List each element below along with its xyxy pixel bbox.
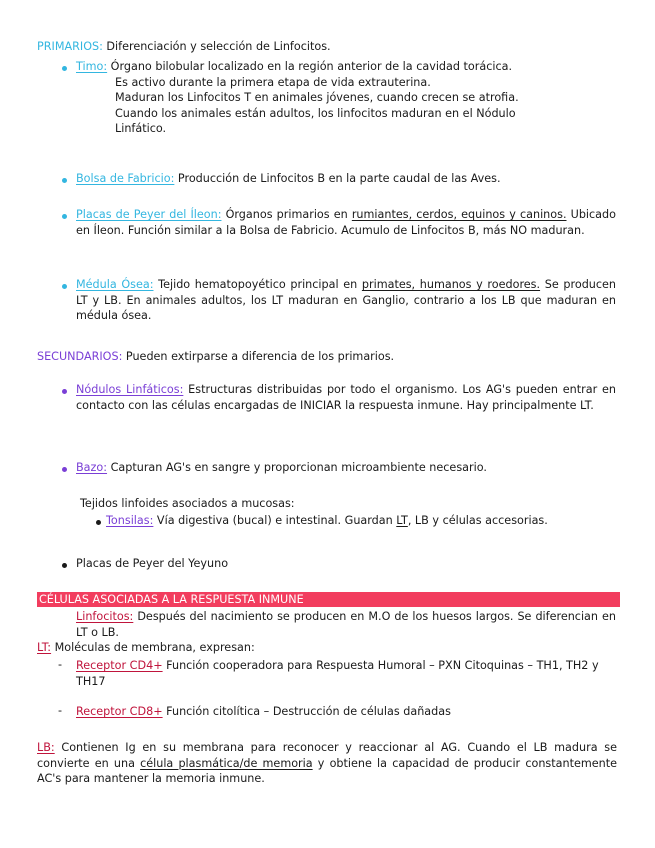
term-timo: Timo: [76, 60, 108, 73]
primarios-heading: PRIMARIOS: [37, 40, 103, 53]
timo-line-3: Maduran los Linfocitos T en animales jóvenes, cuando crecen se atrofia. [115, 91, 519, 104]
bullet-dot [62, 389, 67, 394]
bolsa-fabricio-text: Producción de Linfocitos B en la parte caudal de las Aves. [174, 172, 501, 185]
list-item-tonsilas [106, 513, 616, 529]
lb-post: y obtiene la capacidad de producir constantemente AC's para mantener la memoria inmune. [37, 756, 617, 785]
bullet-dot [62, 467, 67, 472]
tonsilas-pre: Vía digestiva (bucal) e intestinal. Guardan [153, 514, 397, 527]
secundarios-desc: Pueden extirparse a diferencia de los primarios. [122, 350, 395, 363]
list-item-bolsa-fabricio [76, 171, 616, 187]
term-lb: LB: [37, 741, 55, 754]
lt-line [37, 640, 617, 656]
list-item-timo [76, 59, 616, 137]
term-lt: LT: [37, 641, 52, 654]
receptor-cd4 [76, 658, 616, 689]
secundarios-heading: SECUNDARIOS: [37, 350, 123, 363]
timo-line-2: Es activo durante la primera etapa de vida extrauterina. [115, 75, 431, 89]
primarios-header [37, 40, 331, 53]
term-tonsilas: Tonsilas: [106, 514, 154, 527]
lb-plasma-cell: célula plasmática/de memoria [140, 756, 313, 770]
cd4-text: Función cooperadora para Respuesta Humoral – PXN Citoquinas – TH1, TH2 y TH17 [76, 659, 599, 688]
dash-marker: - [58, 704, 63, 717]
list-item-medula-osea [76, 277, 616, 324]
list-item-bazo [76, 460, 616, 476]
tonsilas-post: , LB y células accesorias. [407, 514, 548, 527]
linfocitos-paragraph [76, 609, 616, 640]
term-cd4: Receptor CD4+ [76, 659, 163, 672]
bazo-text: Capturan AG's en sangre y proporcionan microambiente necesario. [107, 461, 487, 474]
term-medula-osea: Médula Ósea: [76, 278, 154, 291]
bullet-dot [62, 66, 67, 71]
medula-osea-post: Se producen LT y LB. En animales adultos, los LT maduran en Ganglio, contrario a los LB que maduran en médula ósea. [76, 278, 617, 322]
term-nodulos: Nódulos Linfáticos: [76, 383, 184, 396]
bullet-dot [62, 563, 67, 568]
list-item-yeyuno: Placas de Peyer del Yeyuno [76, 557, 229, 570]
bullet-dot [96, 520, 101, 525]
nodulos-text: Estructuras distribuidas por todo el organismo. Los AG's pueden entrar en contacto con las células encargadas de INICIAR la respuesta inmune. Hay principalmente LT. [76, 383, 616, 412]
timo-line-5: Linfático. [115, 122, 167, 135]
timo-line-4: Cuando los animales están adultos, los linfocitos maduran en el Nódulo [115, 106, 516, 120]
tonsilas-lt: LT [396, 514, 408, 527]
list-item-placas-ileon [76, 207, 616, 238]
bullet-dot [62, 214, 67, 219]
term-bazo: Bazo: [76, 461, 108, 474]
receptor-cd8 [76, 704, 616, 720]
lt-text: Moléculas de membrana, expresan: [51, 641, 255, 654]
placas-ileon-post: Ubicado en Íleon. Función similar a la Bolsa de Fabricio. Acumulo de Linfocitos B, más NO maduran. [76, 208, 616, 237]
placas-ileon-species: rumiantes, cerdos, equinos y caninos. [351, 208, 567, 221]
cd8-text: Función citolítica – Destrucción de células dañadas [162, 705, 451, 718]
bullet-dot [62, 178, 67, 183]
lb-pre: Contienen Ig en su membrana para reconocer y reaccionar al AG. Cuando el LB madura se convierte en una [37, 741, 617, 770]
medula-osea-species: primates, humanos y roedores. [361, 278, 541, 291]
term-linfocitos: Linfocitos: [76, 610, 134, 623]
term-placas-ileon: Placas de Peyer del Íleon: [76, 208, 222, 221]
secundarios-header [37, 350, 394, 363]
dash-marker: - [58, 658, 63, 671]
mucosa-heading: Tejidos linfoides asociados a mucosas: [80, 497, 295, 510]
bullet-dot [62, 284, 67, 289]
placas-ileon-pre: Órganos primarios en [221, 208, 352, 221]
primarios-desc: Diferenciación y selección de Linfocitos. [102, 40, 331, 53]
timo-line-1: Órgano bilobular localizado en la región anterior de la cavidad torácica. [107, 60, 513, 73]
term-bolsa-fabricio: Bolsa de Fabricio: [76, 172, 175, 185]
section-banner: CÉLULAS ASOCIADAS A LA RESPUESTA INMUNE [37, 592, 620, 607]
linfocitos-text: Después del nacimiento se producen en M.O de los huesos largos. Se diferencian en LT o LB. [76, 610, 616, 639]
lb-paragraph [37, 740, 617, 787]
list-item-nodulos [76, 382, 616, 413]
term-cd8: Receptor CD8+ [76, 705, 163, 718]
medula-osea-pre: Tejido hematopoyético principal en [153, 278, 362, 291]
